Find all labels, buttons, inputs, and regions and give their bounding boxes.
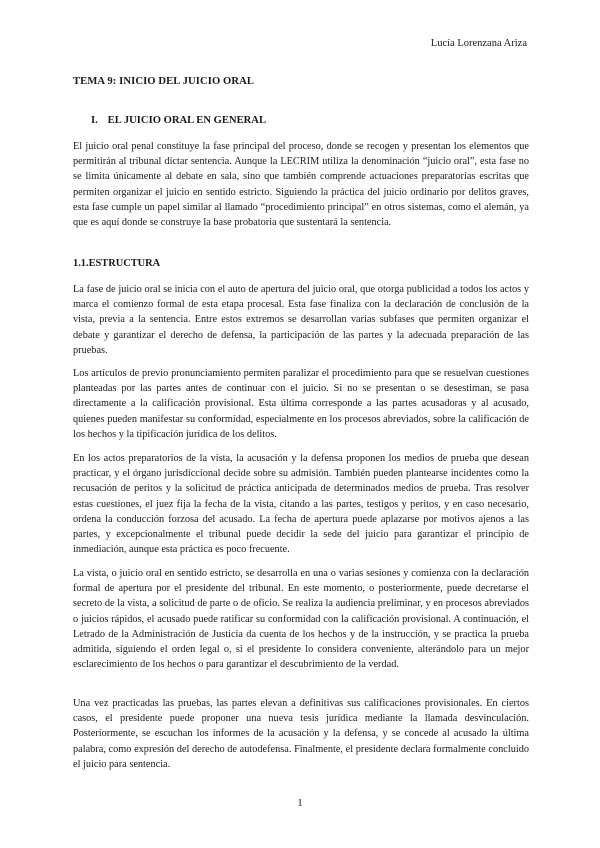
paragraph: Una vez practicadas las pruebas, las partes elevan a definitivas sus calificaciones provisionales. En ciertos casos, el presidente puede proponer una nueva tesis jurídica mediante la llamada desvinculación. Posteriormente, se escuchan los informes de la acusación y la defensa, y se concede al acusado la última palabra, como expresión del derecho de autodefensa. Finalmente, el presidente declara formalmente concluido el juicio para sentencia. — [73, 698, 529, 770]
section-number: I. — [91, 115, 98, 126]
paragraph: En los actos preparatorios de la vista, la acusación y la defensa proponen los medios de prueba que desean practicar, y el órgano jurisdiccional decide sobre su admisión. También pueden plantearse incidentes como la recusación de peritos y la solicitud de práctica anticipada de determinados medios de prueba. Tras resolver estas cuestiones, el juez fija la fecha de la vista, citando a las partes, testigos y peritos, y en caso necesario, ordena la conducción forzosa del acusado. La fecha de apertura puede aplazarse por motivos ajenos a las partes, y excepcionalmente el tribunal puede decidir la sede del juicio para garantizar el principio de inmediación, aunque esta práctica es poco frecuente. — [73, 453, 529, 556]
page-number: 1 — [297, 797, 303, 809]
paragraph: El juicio oral penal constituye la fase principal del proceso, donde se recogen y presentan los elementos que permitirán al tribunal dictar sentencia. Aunque la LECRIM utiliza la denominación “juicio oral”, esta fase no se limita únicamente al debate en sala, sino que también comprende actuaciones preparatorias escritas que permiten organizar el juicio en sentido estricto. Siguiendo la práctica del juicio ordinario por delitos graves, esta fase cumple un papel similar al llamado “procedimiento principal” en otros sistemas, como el alemán, ya que es aquí donde se construye la base probatoria que sustentará la sentencia. — [73, 141, 529, 229]
paragraph: La vista, o juicio oral en sentido estricto, se desarrolla en una o varias sesiones y comienza con la declaración formal de apertura por el presidente del tribunal. En este momento, o posteriormente, puede decretarse el secreto de la vista, a solicitud de parte o de oficio. Se realiza la audiencia preliminar, y en procesos abreviados o juicios rápidos, el acusado puede ratificar su conformidad con la calificación provisional. A continuación, el Letrado de la Administración de Justicia da cuenta de los hechos y de la instrucción, y se practica la prueba admitida, siguiendo el orden legal o, si el presidente lo considera conveniente, alterándolo para un mejor esclarecimiento de los hechos o para garantizar el descubrimiento de la verdad. — [73, 568, 529, 671]
section-title: EL JUICIO ORAL EN GENERAL — [107, 115, 267, 126]
document-title: TEMA 9: INICIO DEL JUICIO ORAL — [73, 76, 255, 87]
section-heading — [91, 113, 266, 128]
header-author: Lucía Lorenzana Ariza — [430, 38, 527, 49]
paragraph: Los artículos de previo pronunciamiento permiten paralizar el procedimiento para que se resuelvan cuestiones planteadas por las partes antes de continuar con el juicio. Si no se presentan o se desestiman, se pasa directamente a la calificación provisional. Esta última corresponde a las partes acusadoras y al acusado, quienes pueden manifestar su conformidad, especialmente en los procesos abreviados, sobre la calificación de los hechos y la tipificación jurídica de los delitos. — [73, 368, 529, 440]
paragraph: La fase de juicio oral se inicia con el auto de apertura del juicio oral, que otorga publicidad a todos los actos y marca el comienzo formal de esta etapa procesal. Esta fase finaliza con la declaración de conclusión de la vista, previa a la sentencia. Entre estos extremos se desarrollan varias subfases que permiten organizar el debate y garantizar el derecho de defensa, la participación de las partes y la adecuada preparación de las pruebas. — [73, 284, 529, 356]
subsection-heading: 1.1.ESTRUCTURA — [73, 258, 161, 269]
